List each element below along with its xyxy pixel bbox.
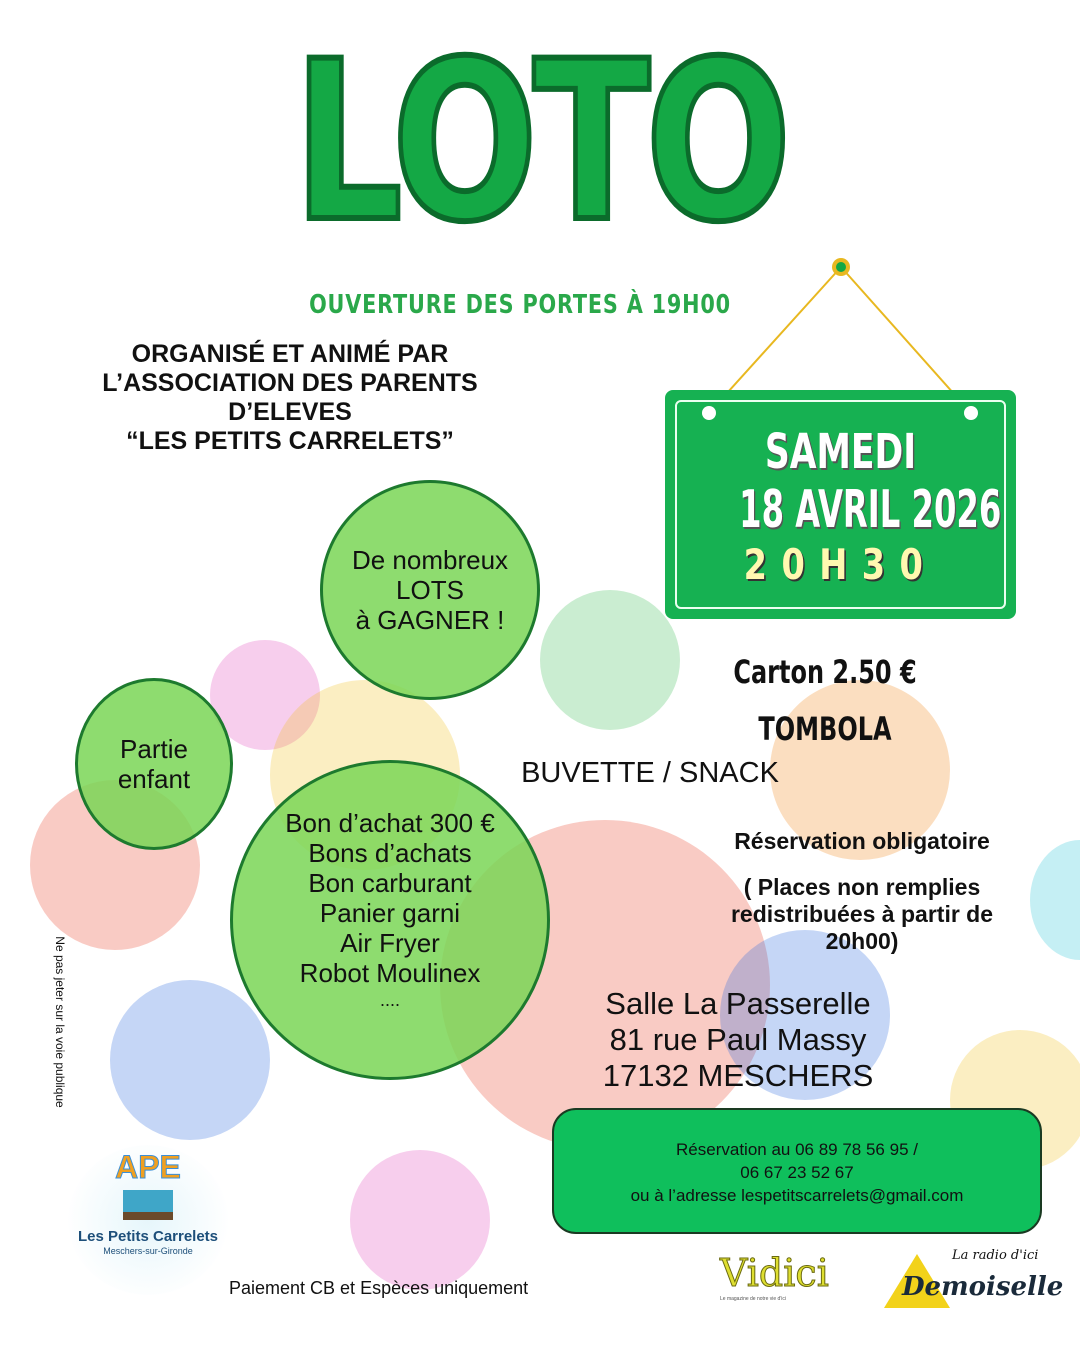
note-line: 20h00) <box>825 928 899 954</box>
date-sign <box>665 390 1016 619</box>
prize-item: Robot Moulinex <box>299 958 481 988</box>
doors-open-time: OUVERTURE DES PORTES À 19H00 <box>309 290 731 320</box>
background-ball <box>110 980 270 1140</box>
note-line: redistribuées à partir de <box>730 901 994 927</box>
card-price: Carton 2.50 € <box>733 653 917 691</box>
carrelet-hut-icon <box>123 1190 173 1220</box>
organizer-line: ORGANISÉ ET ANIMÉ PAR <box>131 340 449 368</box>
contact-phone-2: 06 67 23 52 67 <box>740 1163 854 1182</box>
address-line: 17132 MESCHERS <box>602 1058 874 1093</box>
reservation-title: Réservation obligatoire <box>734 828 990 854</box>
prizes-circle <box>230 760 550 1080</box>
background-ball <box>350 1150 490 1290</box>
prize-item: Bon d’achat 300 € <box>285 808 495 838</box>
contact-phone: Réservation au 06 89 78 56 95 / <box>676 1140 918 1159</box>
date-full: 18 AVRIL 2026 <box>739 480 1002 540</box>
side-note: Ne pas jeter sur la voie publique <box>53 936 67 1108</box>
vidici-tagline: Le magazine de notre vie d'ici <box>720 1296 786 1302</box>
contact-email: ou à l’adresse lespetitscarrelets@gmail.com <box>630 1186 964 1205</box>
prize-item: Bons d’achats <box>308 838 472 868</box>
demoiselle-logo <box>882 1248 1064 1312</box>
reservation-note <box>672 874 1052 955</box>
buvette-snack: BUVETTE / SNACK <box>521 757 779 789</box>
ape-logo-letters: APE <box>115 1149 181 1185</box>
sign-nail <box>702 406 716 420</box>
organizer-line: “LES PETITS CARRELETS” <box>126 427 454 455</box>
tombola-label: TOMBOLA <box>758 710 892 748</box>
circle-text: enfant <box>117 764 191 794</box>
title: LOTO <box>293 14 787 270</box>
prize-item: Bon carburant <box>308 868 472 898</box>
venue-address <box>560 986 916 1094</box>
circle-text: De nombreux <box>351 545 509 575</box>
contact-box <box>552 1108 1042 1234</box>
vidici-logo <box>720 1250 830 1303</box>
circle-text: LOTS <box>396 575 464 605</box>
demoiselle-tagline: La radio d'ici <box>952 1248 1039 1263</box>
lots-circle <box>320 480 540 700</box>
ape-logo <box>68 1145 228 1295</box>
date-sign-inner <box>675 400 1006 609</box>
ape-logo-place: Meschers-sur-Gironde <box>103 1246 193 1256</box>
organizer-line: L’ASSOCIATION DES PARENTS <box>102 369 478 397</box>
note-line: ( Places non remplies <box>743 874 981 900</box>
event-time: 20H30 <box>743 540 938 589</box>
ape-logo-name: Les Petits Carrelets <box>77 1228 219 1245</box>
address-line: Salle La Passerelle <box>605 986 871 1021</box>
prize-item: .... <box>379 990 400 1010</box>
prize-item: Panier garni <box>319 898 461 928</box>
kids-game-circle <box>75 678 233 850</box>
circle-text: Partie <box>120 734 188 764</box>
address-line: 81 rue Paul Massy <box>609 1022 867 1057</box>
prize-item: Air Fryer <box>340 928 440 958</box>
demoiselle-name: Demoiselle <box>902 1272 1064 1302</box>
organizer-line: D’ELEVES <box>228 398 352 426</box>
vidici-name: Vidici <box>720 1251 829 1295</box>
payment-info: Paiement CB et Espèces uniquement <box>229 1278 529 1298</box>
circle-text: à GAGNER ! <box>355 605 505 635</box>
date-day: SAMEDI <box>764 424 917 480</box>
sign-nail <box>964 406 978 420</box>
